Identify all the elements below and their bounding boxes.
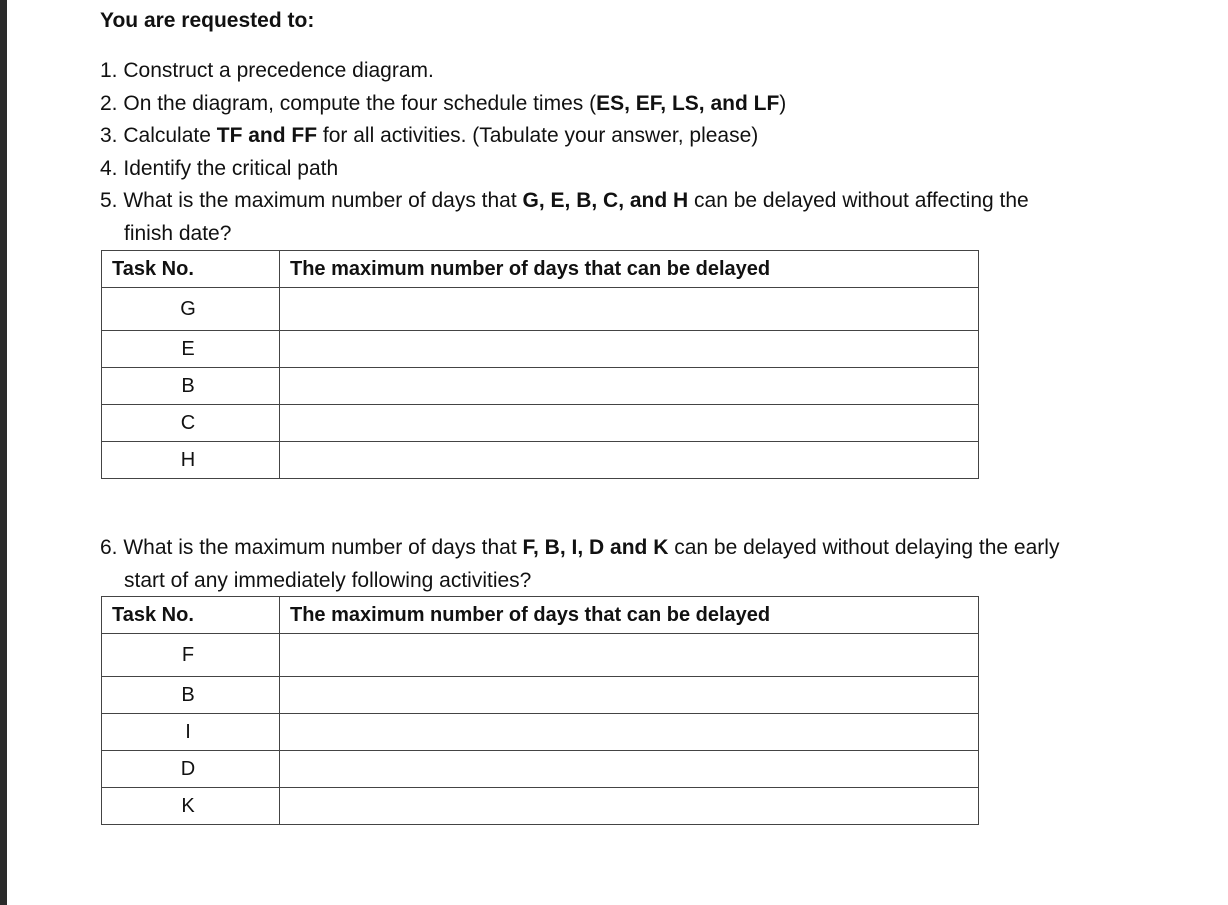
item-number: 3. xyxy=(100,124,118,148)
list-item xyxy=(100,55,1029,88)
item-text: Construct a precedence diagram. xyxy=(123,59,434,82)
item-text: What is the maximum number of days that xyxy=(123,189,523,213)
table-row xyxy=(102,331,979,368)
list-item xyxy=(100,88,1029,121)
task-cell: F xyxy=(102,634,280,677)
item-number: 5. xyxy=(100,189,118,213)
delay-cell[interactable] xyxy=(280,368,979,405)
item-number: 4. xyxy=(100,156,118,180)
table-row xyxy=(102,368,979,405)
list-item xyxy=(100,153,1029,186)
task-cell: D xyxy=(102,751,280,788)
table-row xyxy=(102,714,979,751)
item-bold-text: F, B, I, D and K xyxy=(522,536,669,559)
task-cell: C xyxy=(102,405,280,442)
delay-cell[interactable] xyxy=(280,634,979,677)
column-header-delay: The maximum number of days that can be delayed xyxy=(280,597,979,634)
task-cell: B xyxy=(102,677,280,714)
item-number: 6. xyxy=(100,536,118,559)
instruction-list xyxy=(100,55,1029,251)
table-header-row xyxy=(102,251,979,288)
task-cell: G xyxy=(102,288,280,331)
table-header-row xyxy=(102,597,979,634)
item-text: ) xyxy=(779,91,787,115)
item-text: can be delayed without affecting the xyxy=(688,189,1029,213)
list-item xyxy=(100,532,1059,565)
table-row xyxy=(102,288,979,331)
item-text: can be delayed without delaying the early xyxy=(668,536,1060,559)
delay-table-1 xyxy=(101,250,979,479)
item-number: 2. xyxy=(100,91,118,115)
delay-cell[interactable] xyxy=(280,442,979,479)
item-text: Calculate xyxy=(123,124,217,148)
instruction-list-2 xyxy=(100,532,1059,597)
table-row xyxy=(102,677,979,714)
delay-cell[interactable] xyxy=(280,677,979,714)
delay-cell[interactable] xyxy=(280,714,979,751)
table-row xyxy=(102,405,979,442)
item-text: Identify the critical path xyxy=(123,156,339,180)
table-row xyxy=(102,442,979,479)
list-item xyxy=(100,185,1029,218)
task-cell: H xyxy=(102,442,280,479)
list-item-continuation: start of any immediately following activities? xyxy=(124,568,532,592)
task-cell: B xyxy=(102,368,280,405)
column-header-delay: The maximum number of days that can be delayed xyxy=(280,251,979,288)
delay-cell[interactable] xyxy=(280,788,979,825)
table-row xyxy=(102,788,979,825)
item-bold-text: TF and FF xyxy=(216,124,318,148)
table-row xyxy=(102,634,979,677)
column-header-task: Task No. xyxy=(102,251,280,288)
item-bold-text: G, E, B, C, and H xyxy=(522,189,689,213)
document-page xyxy=(7,0,1228,905)
item-bold-text: ES, EF, LS, and LF xyxy=(596,91,780,115)
item-text: What is the maximum number of days that xyxy=(123,536,523,559)
list-item-continuation: finish date? xyxy=(124,221,232,245)
column-header-task: Task No. xyxy=(102,597,280,634)
heading: You are requested to: xyxy=(100,9,315,32)
item-text: On the diagram, compute the four schedule times ( xyxy=(123,91,597,115)
task-cell: I xyxy=(102,714,280,751)
delay-table-2 xyxy=(101,596,979,825)
table-row xyxy=(102,751,979,788)
delay-cell[interactable] xyxy=(280,331,979,368)
delay-cell[interactable] xyxy=(280,751,979,788)
delay-cell[interactable] xyxy=(280,288,979,331)
item-number: 1. xyxy=(100,59,118,82)
item-text: for all activities. (Tabulate your answer, please) xyxy=(317,124,759,148)
list-item xyxy=(100,120,1029,153)
task-cell: E xyxy=(102,331,280,368)
task-cell: K xyxy=(102,788,280,825)
delay-cell[interactable] xyxy=(280,405,979,442)
